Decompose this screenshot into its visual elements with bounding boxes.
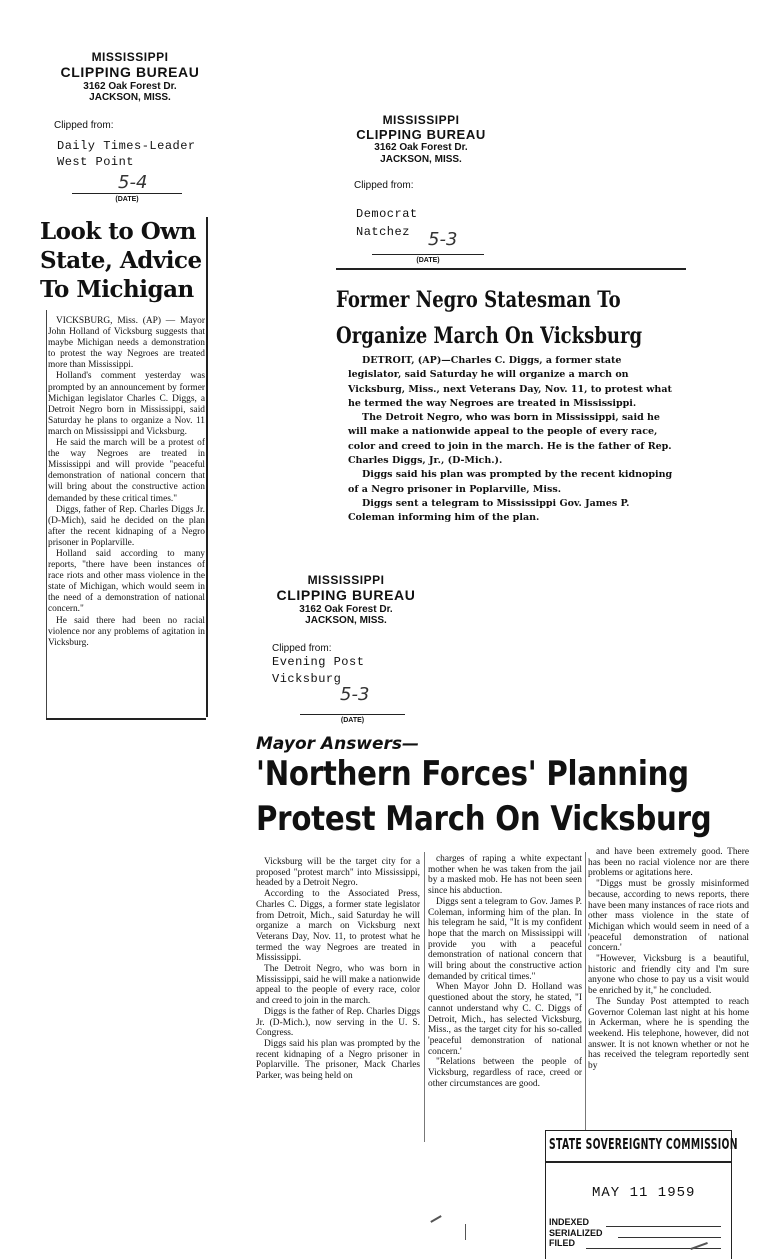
serialized-label: SERIALIZED [549,1227,603,1238]
handwritten-date: 5-3 [340,684,370,705]
source-paper-city: West Point [57,155,135,169]
article-paragraph: "However, Vicksburg is a beautiful, historic and friendly city and I'm sure anyone who chose to pay us a visit would be enriched by it," he concluded. [588,954,749,997]
headline-line: Organize March On Vicksburg [336,323,643,349]
clipping-bureau-stamp-2 [356,113,486,166]
kicker: Mayor Answers— [256,734,420,754]
bureau-address: 3162 Oak Forest Dr. [299,603,393,615]
article-paragraph: DETROIT, (AP)—Charles C. Diggs, a former state legislator, said Saturday he will organize a march on Vicksburg, Miss., next Veterans Day, Nov. 11, to protest what he termed the way Negroes are treated in Mississippi. [348,355,672,409]
headline-line: Former Negro Statesman To [336,287,621,313]
clipping-bureau-stamp-3 [270,573,422,627]
article-paragraph: When Mayor John D. Holland was questioned about the story, he stated, "I cannot understand why C. C. Diggs of Detroit, Mich., has selected Vicksburg, Miss., as the target city for his so-called 'peaceful demonstration of national concern.' [428,982,582,1057]
article-paragraph: Diggs, father of Rep. Charles Diggs Jr. (D-Mich), said he decided on the plan after the recent kidnaping of a Negro prisoner in Poplarville. [48,504,205,548]
headline-line: 'Northern Forces' Planning [256,754,689,794]
date-line [300,714,405,715]
headline [40,217,205,304]
article-paragraph: The Detroit Negro, who was born in Mississippi, said he will make a nationwide appeal to the people of every race, color and creed to join in the march. [256,964,420,1007]
scan-mark [430,1215,441,1223]
article-column-3 [588,847,749,1072]
clipped-from-label: Clipped from: [54,120,114,131]
article-paragraph: "Relations between the people of Vicksburg, regardless of race, creed or other circumstances are good. [428,1057,582,1089]
commission-status-labels [549,1217,603,1249]
source-paper-name: Democrat [356,207,418,221]
headline [256,752,711,842]
article-paragraph: Vicksburg will be the target city for a proposed "protest march" into Mississippi, headed by a Detroit Negro. [256,857,420,889]
source-paper-city: Natchez [356,225,410,239]
date-label: (DATE) [340,717,365,724]
bureau-name: CLIPPING BUREAU [356,127,486,143]
headline-line: Look to Own [40,218,196,245]
headline-line: To Michigan [40,276,194,303]
article-paragraph: He said the march will be a protest of the way Negroes are treated in Mississippi and will provide "peaceful demonstration of national concern that will bring about the constructive action demanded by these critical times." [48,438,205,504]
column-rule [424,852,425,1142]
filed-label: FILED [549,1238,575,1248]
article-body [48,316,205,649]
article-paragraph: The Sunday Post attempted to reach Governor Coleman last night at his home in Ackerman, where he is spending the weekend. His telephone, however, did not answer. It is not known whether or not he has received the telegram reportedly sent by [588,996,749,1072]
date-label: (DATE) [416,257,440,264]
article-paragraph: According to the Associated Press, Charles C. Diggs, a former state legislator from Detroit, Mich., said Saturday he will organize a march on Vicksburg next Veterans Day, Nov. 11, to protest what he termed the way Negroes are treated in Mississippi. [256,889,420,964]
article-paragraph: Diggs sent a telegram to Gov. James P. Coleman, informing him of the plan. In his telegram he said, "It is my confident hope that the march on Mississippi will provide you with a peaceful demonstration of national concern that will bring about the constructive action demanded by critical times." [428,896,582,982]
article-paragraph: and have been extremely good. There has been no racial violence nor are there problems or agitations here. [588,847,749,879]
article-paragraph: Holland said according to many reports, "there have been instances of race riots and other mass violence in the state of Michigan, which would seem in the need of a demonstration of national concern." [48,548,205,615]
clipping-border-top [336,268,686,270]
bureau-address: 3162 Oak Forest Dr. [83,80,177,92]
source-paper-name: Daily Times-Leader [57,139,196,153]
article-body [348,354,678,526]
column-rule [585,852,586,1130]
handwritten-date: 5-3 [428,229,458,250]
article-column-2 [428,854,582,1089]
filed-line [586,1248,721,1249]
commission-title-rule [546,1161,731,1163]
clipping-border-left [46,310,47,718]
article-paragraph: Diggs sent a telegram to Mississippi Gov. James P. Coleman informing him of the plan. [348,497,630,524]
source-paper-city: Vicksburg [272,672,342,686]
date-line [72,193,182,194]
article-paragraph: He said there had been no racial violence nor any problems of agitation in Vicksburg. [48,615,205,648]
bureau-state: MISSISSIPPI [91,50,169,64]
article-paragraph: The Detroit Negro, who was born in Mississippi, said he will make a nationwide appeal to the people of every race, color and creed to join in the march. He is the father of Rep. Charles Diggs, Jr., (D-Mich.). [348,412,672,467]
bureau-state: MISSISSIPPI [382,113,460,127]
bureau-city: JACKSON, MISS. [305,615,387,627]
bureau-name: CLIPPING BUREAU [60,64,200,81]
sovereignty-commission-stamp [545,1130,738,1259]
clipping-border-right [206,217,208,717]
bureau-city: JACKSON, MISS. [89,92,171,104]
clipped-from-label: Clipped from: [354,180,414,191]
clipped-from-label: Clipped from: [272,643,332,654]
bureau-name: CLIPPING BUREAU [276,587,416,604]
article-paragraph: "Diggs must be grossly misinformed because, according to news reports, there have been many instances of race riots and other mass violence in the state of Michigan which would seem in need of a 'peaceful demonstration of national concern.' [588,879,749,954]
article-clipping-2 [336,268,688,530]
article-paragraph: Holland's comment yesterday was prompted by an announcement by former Michigan legislator Charles C. Diggs, a Detroit Negro born in Mississippi, said Saturday he plans to organize a Nov. 11 march on Mississippi and Vicksburg. [48,371,205,437]
bureau-address: 3162 Oak Forest Dr. [374,142,468,154]
article-paragraph: Diggs is the father of Rep. Charles Diggs Jr. (D-Mich.), now serving in the U. S. Congress. [256,1006,420,1039]
scan-mark [465,1224,466,1240]
bureau-city: JACKSON, MISS. [380,154,462,166]
article-paragraph: VICKSBURG, Miss. (AP) — Mayor John Holland of Vicksburg suggests that maybe Michigan needs a demonstration to protest the way Negroes are treated more than Mississippi. [48,316,205,371]
handwritten-date: 5-4 [118,172,148,193]
bureau-state: MISSISSIPPI [307,573,385,587]
indexed-line [606,1226,721,1227]
headline [336,282,642,354]
clipping-border-bottom [46,718,206,720]
article-paragraph: Diggs said his plan was prompted by the recent kidnoping of a Negro prisoner in Poplarville, Miss. [348,469,673,495]
headline-line: Protest March On Vicksburg [256,799,712,839]
article-clipping-1 [40,215,210,725]
article-paragraph: Diggs said his plan was prompted by the recent kidnaping of a Negro prisoner in Poplarville. The prisoner, Mack Charles Parker, was being held on [256,1038,420,1082]
date-line [372,254,484,255]
indexed-label: INDEXED [549,1217,590,1227]
date-label: (DATE) [115,196,139,203]
source-paper-name: Evening Post [272,655,365,669]
commission-title: STATE SOVEREIGNTY COMMISSION [549,1135,738,1153]
headline-line: State, Advice [40,247,202,274]
article-paragraph: charges of raping a white expectant mother when he was taken from the jail by a masked mob. He has not been seen since his abduction. [428,854,582,897]
article-column-1 [256,857,420,1082]
serialized-line [618,1237,721,1238]
clipping-bureau-stamp-1 [50,50,210,104]
commission-received-date: MAY 11 1959 [592,1185,696,1201]
